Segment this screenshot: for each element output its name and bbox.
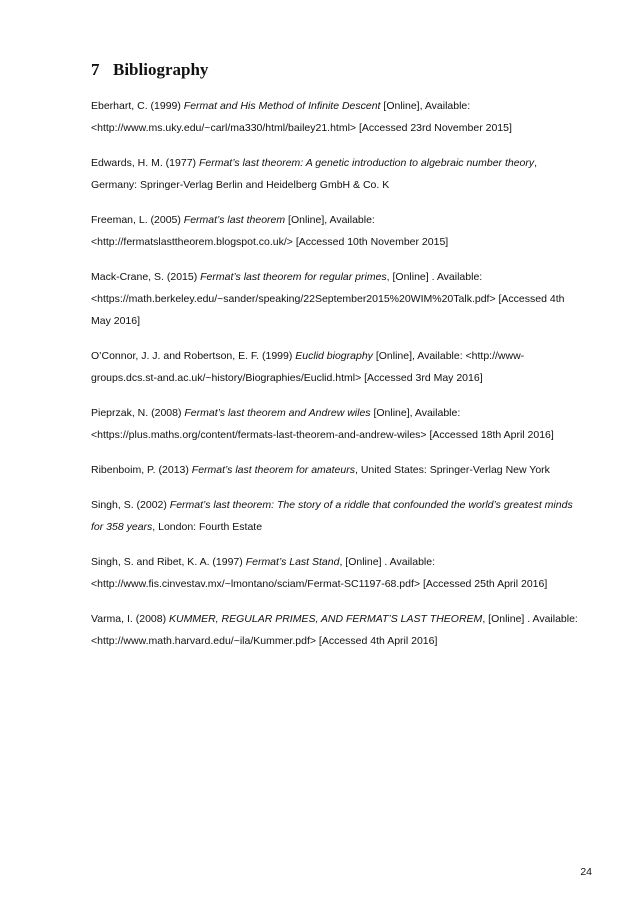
entry-title-italic: Fermat’s last theorem for amateurs: [191, 464, 355, 476]
entry-text: May 2016]: [91, 315, 141, 327]
bibliography-entry: [91, 402, 606, 446]
bibliography-entry: [91, 459, 606, 481]
entry-text: Mack-Crane, S. (2015): [91, 271, 201, 283]
entry-title-italic: Fermat’s last theorem and Andrew wiles: [184, 407, 371, 419]
entry-line: [91, 345, 606, 367]
entry-title-italic: Euclid biography: [295, 350, 373, 362]
entry-title-italic: Fermat’s last theorem: The story of a riddle that confounded the world’s greatest minds: [169, 499, 573, 511]
entry-line: [91, 231, 606, 253]
bibliography-entry: [91, 608, 606, 652]
entry-line: [91, 573, 606, 595]
entry-line: [91, 402, 606, 424]
entry-line: [91, 630, 606, 652]
entry-line: [91, 459, 606, 481]
entry-text: , [Online] . Available:: [482, 613, 578, 625]
entry-line: [91, 288, 606, 310]
entry-text: O’Connor, J. J. and Robertson, E. F. (1999): [91, 350, 296, 362]
entry-title-italic: for 358 years: [91, 521, 153, 533]
entry-text: Pieprzak, N. (2008): [91, 407, 185, 419]
entry-text: [Online], Available:: [380, 100, 471, 112]
bibliography-entry: [91, 209, 606, 253]
entry-text: ,: [534, 157, 538, 169]
bibliography-list: [91, 95, 606, 665]
entry-title-italic: Fermat’s last theorem for regular primes: [200, 271, 387, 283]
entry-text: , London: Fourth Estate: [152, 521, 263, 533]
entry-text: <http://fermatslasttheorem.blogspot.co.uk/> [Accessed 10th November 2015]: [91, 236, 449, 248]
page-number: 24: [580, 866, 592, 878]
entry-line: [91, 95, 606, 117]
entry-line: [91, 608, 606, 630]
entry-line: [91, 266, 606, 288]
entry-text: Singh, S. (2002): [91, 499, 170, 511]
bibliography-entry: [91, 266, 606, 332]
entry-text: <http://www.fis.cinvestav.mx/~lmontano/sciam/Fermat-SC1197-68.pdf> [Accessed 25th April 2016]: [91, 578, 548, 590]
entry-text: <http://www.ms.uky.edu/~carl/ma330/html/bailey21.html> [Accessed 23rd November 2015]: [91, 122, 512, 134]
entry-title-italic: Fermat’s Last Stand: [245, 556, 340, 568]
bibliography-entry: [91, 551, 606, 595]
entry-line: [91, 152, 606, 174]
bibliography-entry: [91, 152, 606, 196]
entry-text: [Online], Available:: [285, 214, 375, 226]
entry-text: <https://plus.maths.org/content/fermats-last-theorem-and-andrew-wiles> [Accessed 18th April 2016]: [91, 429, 554, 441]
entry-text: [Online], Available: <http://www-: [372, 350, 525, 362]
entry-line: [91, 367, 606, 389]
entry-text: Singh, S. and Ribet, K. A. (1997): [91, 556, 246, 568]
entry-title-italic: Fermat and His Method of Infinite Descent: [183, 100, 381, 112]
entry-text: , [Online] . Available:: [386, 271, 483, 283]
bibliography-entry: [91, 95, 606, 139]
entry-line: [91, 424, 606, 446]
entry-text: Ribenboim, P. (2013): [91, 464, 192, 476]
entry-text: [Online], Available:: [370, 407, 461, 419]
entry-text: Eberhart, C. (1999): [91, 100, 184, 112]
entry-line: [91, 494, 606, 516]
section-number: 7: [91, 60, 100, 79]
entry-line: [91, 516, 606, 538]
entry-title-italic: Fermat’s last theorem: A genetic introduction to algebraic number theory: [198, 157, 535, 169]
entry-line: [91, 551, 606, 573]
entry-text: Freeman, L. (2005): [91, 214, 184, 226]
entry-text: Varma, I. (2008): [91, 613, 170, 625]
entry-text: <https://math.berkeley.edu/~sander/speaking/22September2015%20WIM%20Talk.pdf> [Accessed 4th: [91, 293, 565, 305]
entry-text: Edwards, H. M. (1977): [91, 157, 199, 169]
entry-line: [91, 117, 606, 139]
entry-line: [91, 310, 606, 332]
entry-title-italic: KUMMER, REGULAR PRIMES, AND FERMAT’S LAST THEOREM: [169, 613, 483, 625]
entry-text: Germany: Springer-Verlag Berlin and Heidelberg GmbH & Co. K: [91, 179, 390, 191]
bibliography-entry: [91, 345, 606, 389]
entry-text: , [Online] . Available:: [339, 556, 435, 568]
entry-line: [91, 174, 606, 196]
section-heading: [91, 60, 208, 80]
entry-title-italic: Fermat’s last theorem: [183, 214, 286, 226]
entry-text: groups.dcs.st-and.ac.uk/~history/Biographies/Euclid.html> [Accessed 3rd May 2016]: [91, 372, 483, 384]
entry-line: [91, 209, 606, 231]
section-title: Bibliography: [113, 60, 209, 79]
entry-text: , United States: Springer-Verlag New York: [354, 464, 550, 476]
bibliography-entry: [91, 494, 606, 538]
entry-text: <http://www.math.harvard.edu/~ila/Kummer.pdf> [Accessed 4th April 2016]: [91, 635, 438, 647]
